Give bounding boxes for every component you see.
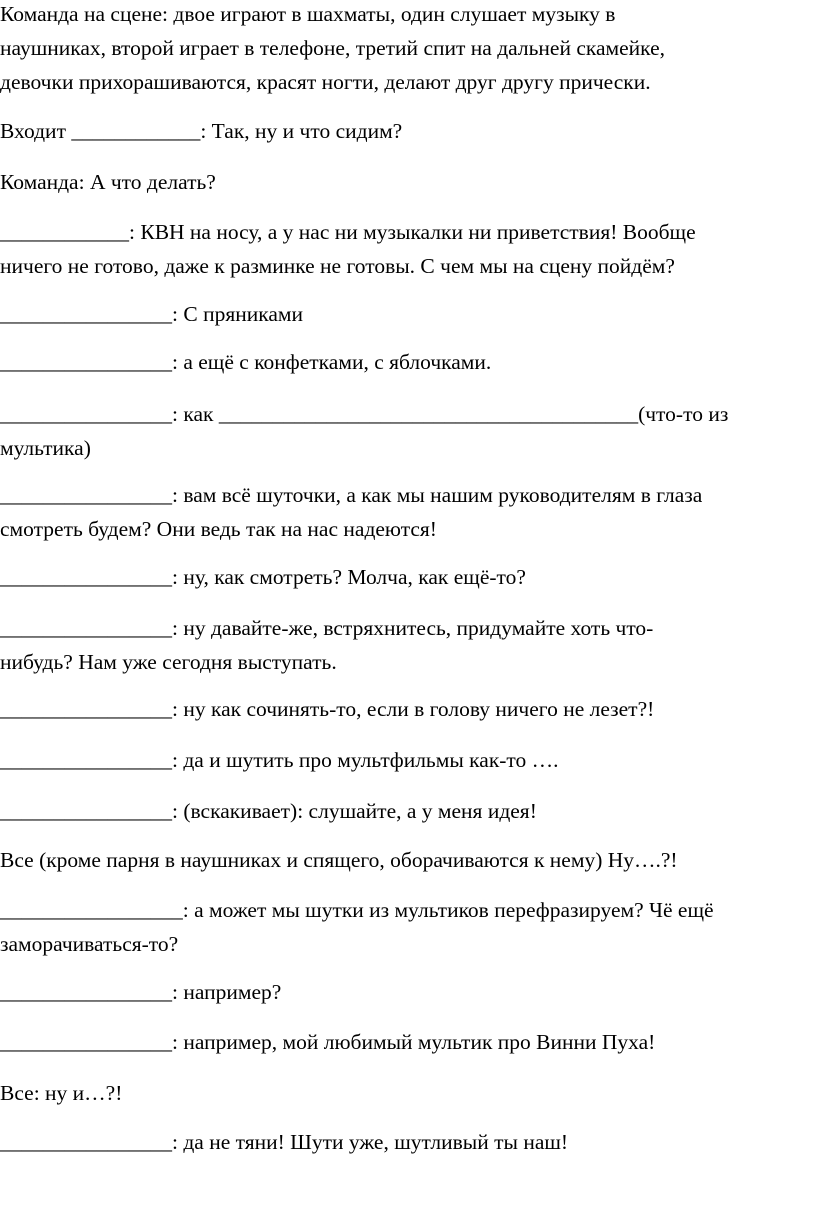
dialogue-line [0,1076,812,1110]
dialogue-line [0,478,812,546]
text-line: ________________: (вскакивает): слушайте, а у меня идея! [0,799,537,823]
text-line: ________________: да и шутить про мультфильмы как-то …. [0,748,559,772]
text-line: ________________: например? [0,980,282,1004]
text-line: ________________: вам всё шуточки, а как мы нашим руководителям в глаза [0,483,703,507]
dialogue-line [0,560,812,594]
text-line: Команда на сцене: двое играют в шахматы, один слушает музыку в [0,2,616,26]
text-line: ________________: как _______________________________________(что-то из [0,402,729,426]
dialogue-line [0,1025,812,1059]
text-line: _________________: а может мы шутки из мультиков перефразируем? Чё ещё [0,898,714,922]
dialogue-line [0,397,812,465]
text-line: ________________: например, мой любимый мультик про Винни Пуха! [0,1030,656,1054]
text-line: ________________: С пряниками [0,302,303,326]
dialogue-line [0,743,812,777]
dialogue-line [0,114,812,148]
text-line: Входит ____________: Так, ну и что сидим? [0,119,403,143]
text-line: ________________: ну давайте-же, встряхнитесь, придумайте хоть что- [0,616,654,640]
stage-direction-paragraph [0,0,812,99]
text-line: ____________: КВН на носу, а у нас ни музыкалки ни приветствия! Вообще [0,220,696,244]
text-line: смотреть будем? Они ведь так на нас надеются! [0,517,437,541]
text-line: Все (кроме парня в наушниках и спящего, оборачиваются к нему) Ну….?! [0,848,678,872]
text-line: ________________: да не тяни! Шути уже, шутливый ты наш! [0,1130,569,1154]
text-line: заморачиваться-то? [0,932,179,956]
text-line: наушниках, второй играет в телефоне, третий спит на дальней скамейке, [0,36,666,60]
text-line: девочки прихорашиваются, красят ногти, делают друг другу прически. [0,70,651,94]
dialogue-line [0,297,812,331]
dialogue-line [0,345,812,379]
text-line: нибудь? Нам уже сегодня выступать. [0,650,337,674]
text-line: Команда: А что делать? [0,170,216,194]
dialogue-line [0,215,812,283]
text-line: ________________: ну, как смотреть? Молча, как ещё-то? [0,565,526,589]
text-line: ________________: ну как сочинять-то, если в голову ничего не лезет?! [0,697,655,721]
dialogue-line [0,611,812,679]
dialogue-line [0,843,812,877]
dialogue-line [0,794,812,828]
text-line: ничего не готово, даже к разминке не готовы. С чем мы на сцену пойдём? [0,254,675,278]
dialogue-line [0,975,812,1009]
dialogue-line [0,692,812,726]
text-line: мультика) [0,436,91,460]
dialogue-line [0,893,812,961]
text-line: Все: ну и…?! [0,1081,123,1105]
dialogue-line [0,165,812,199]
text-line: ________________: а ещё с конфетками, с яблочками. [0,350,492,374]
dialogue-line [0,1125,812,1159]
